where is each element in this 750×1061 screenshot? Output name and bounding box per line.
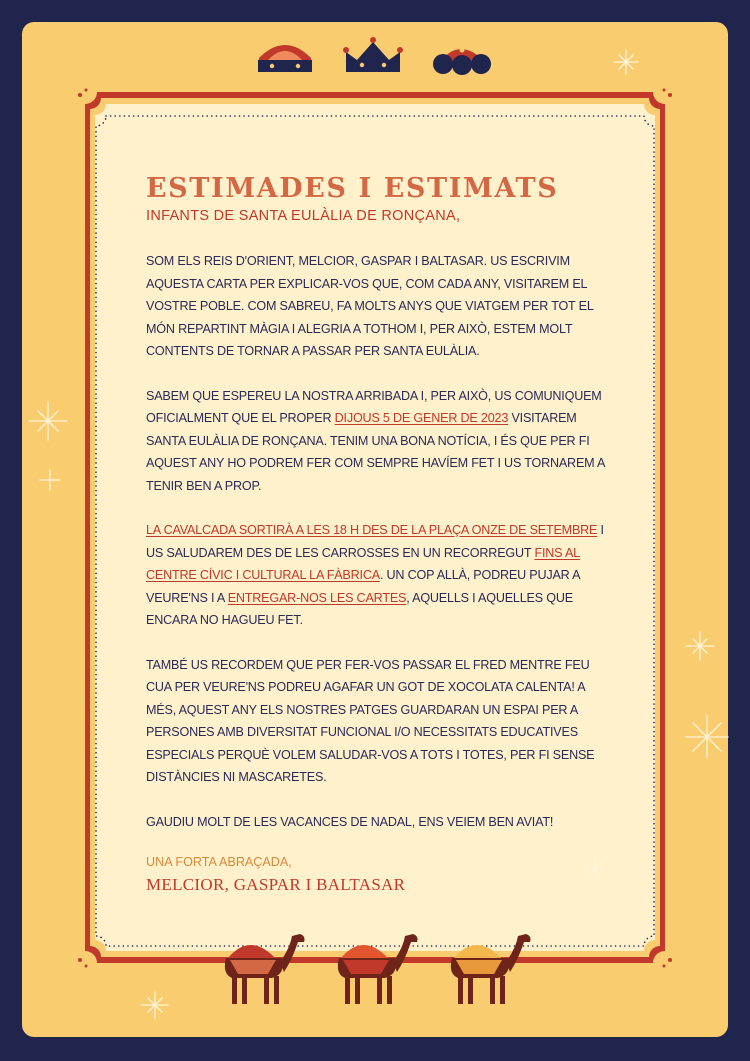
paragraph-holidays: GAUDIU MOLT DE LES VACANCES DE NADAL, ENS VEIEM BEN AVIAT! — [146, 814, 554, 829]
crown-hat-icon — [258, 45, 312, 72]
paragraph-arrival — [146, 385, 616, 498]
letter-title: ESTIMADES I ESTIMATS — [146, 173, 559, 204]
parade-start-highlight: LA CAVALCADA SORTIRÀ A LES 18 H DES DE LA PLAÇA ONZE DE SETEMBRE — [146, 523, 598, 537]
paragraph-intro: SOM ELS REIS D'ORIENT, MELCIOR, GASPAR I BALTASAR. US ESCRIVIM AQUESTA CARTA PER EXPLICAR-VOS QUE, COM CADA ANY, VISITAREM EL VOSTRE POBLE. COM SABREU, FA MOLTS ANYS QUE VIATGEM PER TOT EL MÓN REPARTINT MÀGIA I ALEGRIA A TOTHOM I, PER AIXÒ, ESTEM MOLT CONTENTS DE TORNAR A PASSAR PER SANTA EULÀLIA. — [146, 254, 594, 358]
parade-end-highlight: FINS AL CENTRE CÍVIC I CULTURAL LA FÀBRICA — [146, 545, 580, 582]
letter-subtitle: INFANTS DE SANTA EULÀLIA DE RONÇANA, — [146, 208, 461, 224]
turban-icon — [433, 48, 491, 76]
closing-line: UNA FORTA ABRAÇADA, — [146, 855, 292, 869]
signature: MELCIOR, GASPAR I BALTASAR — [146, 875, 406, 894]
paragraph-text: I US SALUDAREM DES DE LES CARROSSES EN UN RECORREGUT — [146, 523, 604, 560]
paragraph-text: , AQUELLS I AQUELLES QUE ENCARA NO HAGUEU FET. — [146, 590, 573, 627]
arrival-date-highlight: DIJOUS 5 DE GENER DE 2023 — [334, 411, 509, 425]
letters-delivery-highlight: ENTREGAR-NOS LES CARTES — [227, 590, 407, 605]
paragraph-text: SABEM QUE ESPEREU LA NOSTRA ARRIBADA I, PER AIXÒ, US COMUNIQUEM OFICIALMENT QUE EL PROPER — [146, 388, 602, 425]
letter-body — [146, 172, 616, 895]
paragraph-route — [146, 519, 616, 632]
paragraph-text: . UN COP ALLÀ, PODREU PUJAR A VEURE'NS I A — [146, 568, 580, 605]
paragraph-chocolate: TAMBÉ US RECORDEM QUE PER FER-VOS PASSAR EL FRED MENTRE FEU CUA PER VEURE'NS PODREU AGAFAR UN GOT DE XOCOLATA CALENTA! A MÉS, AQUEST ANY ELS NOSTRES PATGES GUARDARAN UN ESPAI PER A PERSONES AMB DIVERSITAT FUNCIONAL I/O NECESSITATS EDUCATIVES ESPECIALS PERQUÈ VOLEM SALUDAR-VOS A TOTS I TOTES, PER FI SENSE DISTÀNCIES NI MASCARETES. — [146, 657, 595, 784]
crown-icon — [343, 37, 403, 72]
paragraph-text: VISITAREM SANTA EULÀLIA DE RONÇANA. TENIM UNA BONA NOTÍCIA, I ÉS QUE PER FI AQUEST ANY HO PODREM FER COM SEMPRE HAVÍEM FET I US TORNAREM A TENIR BEN A PROP. — [146, 411, 605, 493]
